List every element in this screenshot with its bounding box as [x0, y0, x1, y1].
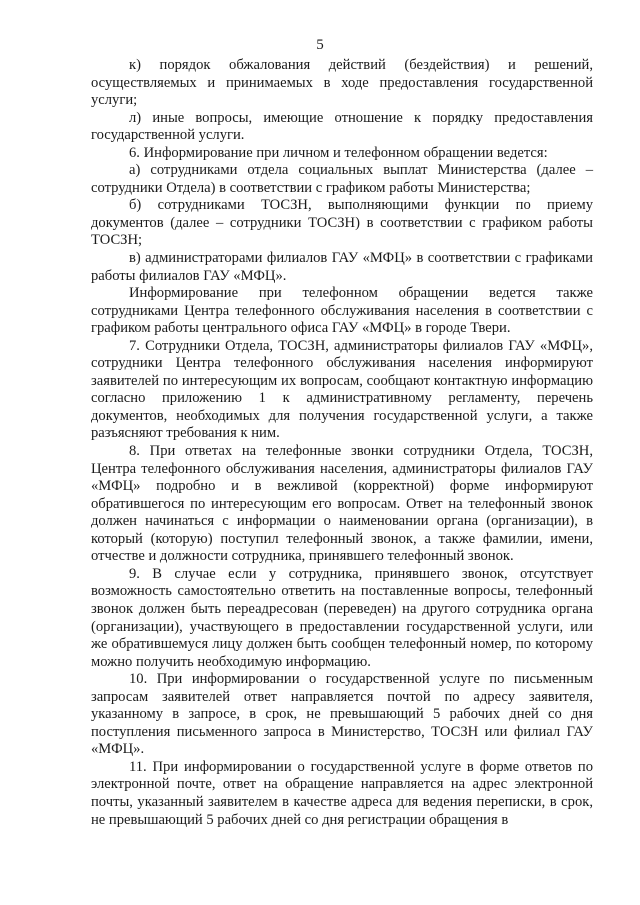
paragraph-8: 8. При ответах на телефонные звонки сотрудники Отдела, ТОСЗН, Центра телефонного обслуживания населения, администраторы филиалов ГАУ «МФЦ» подробно и в вежливой (корректной) форме информируют обратившегося по интересующим его вопросам. Ответ на телефонный звонок должен начинаться с информации о наименовании органа (организации), в который (которую) поступил телефонный звонок, а также фамилии, имени, отчестве и должности сотрудника, принявшего телефонный звонок. [91, 443, 593, 565]
paragraph-6: 6. Информирование при личном и телефонном обращении ведется: [129, 144, 548, 161]
document-body [91, 57, 593, 829]
paragraph-6a: а) сотрудниками отдела социальных выплат Министерства (далее – сотрудники Отдела) в соответствии с графиком работы Министерства; [91, 162, 593, 196]
paragraph-item-l: л) иные вопросы, имеющие отношение к порядку предоставления государственной услуги. [91, 109, 593, 144]
paragraph-9: 9. В случае если у сотрудника, принявшего звонок, отсутствует возможность самостоятельно ответить на поставленные вопросы, телефонный звонок должен быть переадресован (переведен) на другого сотрудника органа (организации), участвующего в предоставлении государственной услуги, или же обратившемуся лицу должен быть сообщен телефонный номер, по которому можно получить необходимую информацию. [91, 565, 593, 670]
paragraph-item-k: к) порядок обжалования действий (бездействия) и решений, осуществляемых и принимаемых в ходе предоставления государственной услуги; [91, 57, 593, 109]
page-number: 5 [316, 37, 324, 53]
paragraph-11: 11. При информировании о государственной услуге в форме ответов по электронной почте, ответ на обращение направляется на адрес электронной почты, указанный заявителем в качестве адреса для ведения переписки, в срок, не превышающий 5 рабочих дней со дня регистрации обращения в [91, 758, 593, 828]
paragraph-6v: в) администраторами филиалов ГАУ «МФЦ» в соответствии с графиками работы филиалов ГАУ «МФЦ». [91, 250, 593, 284]
paragraph-10: 10. При информировании о государственной услуге по письменным запросам заявителей ответ направляется почтой по адресу заявителя, указанному в запросе, в срок, не превышающий 5 рабочих дней со дня поступления письменного запроса в Министерство, ТОСЗН или филиал ГАУ «МФЦ». [91, 671, 593, 758]
paragraph-6b: б) сотрудниками ТОСЗН, выполняющими функции по приему документов (далее – сотрудники ТОСЗН) в соответствии с графиком работы ТОСЗН; [91, 197, 593, 249]
paragraph-phone-info: Информирование при телефонном обращении ведется также сотрудниками Центра телефонного обслуживания населения в соответствии с графиком работы центрального офиса ГАУ «МФЦ» в городе Твери. [91, 285, 593, 337]
paragraph-7: 7. Сотрудники Отдела, ТОСЗН, администраторы филиалов ГАУ «МФЦ», сотрудники Центра телефонного обслуживания населения информируют заявителей по интересующим их вопросам, сообщают контактную информацию согласно приложению 1 к административному регламенту, перечень документов, необходимых для получения государственной услуги, а также разъясняют требования к ним. [91, 337, 593, 442]
